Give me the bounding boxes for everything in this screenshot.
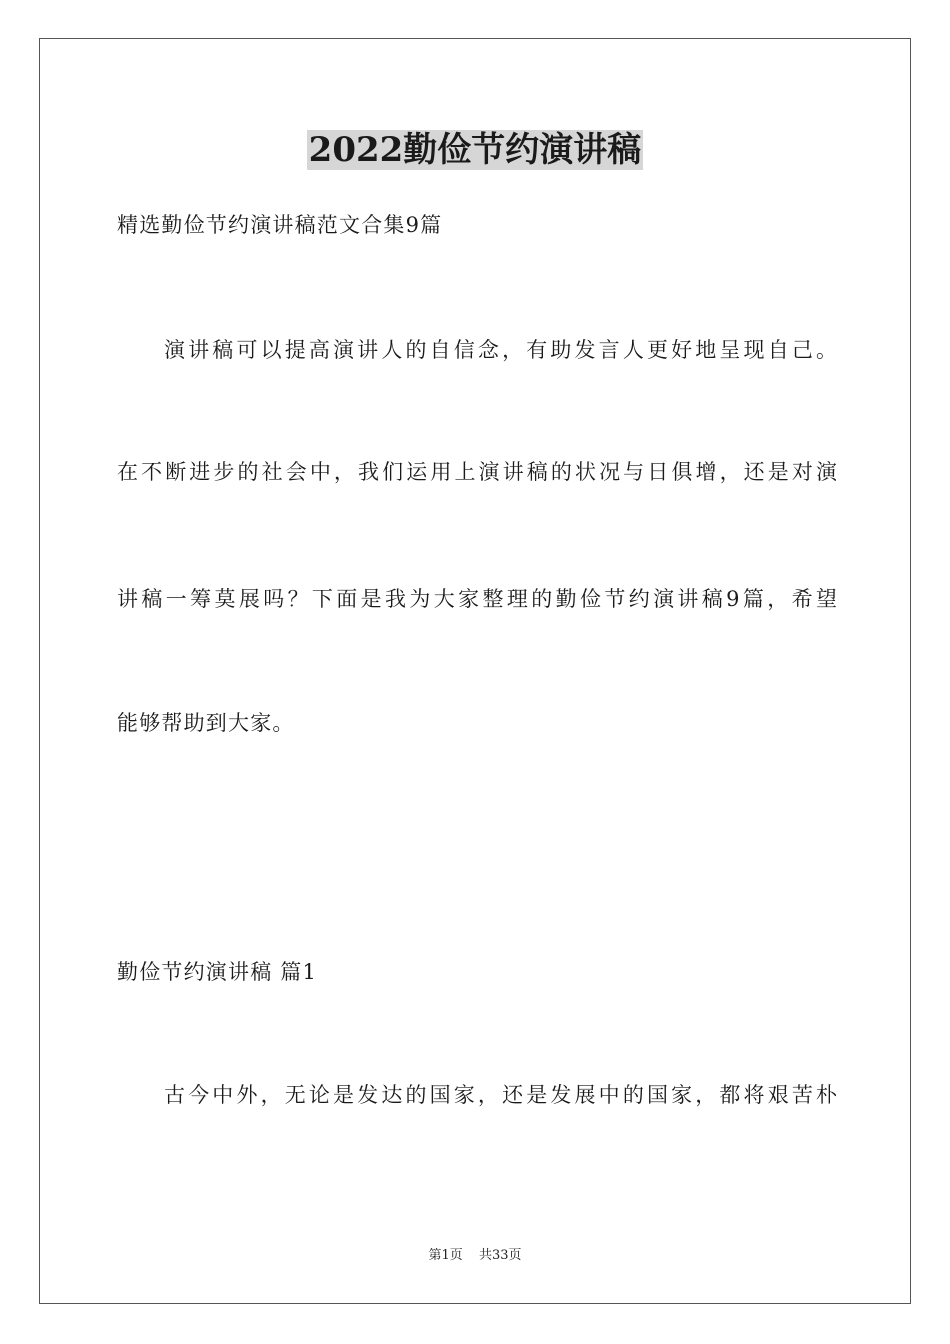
page-total: 共33页 — [478, 1248, 522, 1263]
document-subtitle: 精选勤俭节约演讲稿范文合集9篇 — [117, 213, 443, 237]
page-footer — [0, 1247, 950, 1265]
document-title-text: 2022勤俭节约演讲稿 — [308, 130, 642, 170]
section-heading: 勤俭节约演讲稿 篇1 — [117, 960, 318, 984]
intro-paragraph-line-3: 讲稿一筹莫展吗？下面是我为大家整理的勤俭节约演讲稿9篇，希望 — [117, 587, 837, 611]
document-title — [0, 128, 950, 172]
section-paragraph-line-1: 古今中外，无论是发达的国家，还是发展中的国家，都将艰苦朴 — [164, 1083, 837, 1107]
intro-paragraph-line-1: 演讲稿可以提高演讲人的自信念，有助发言人更好地呈现自己。 — [164, 338, 837, 362]
intro-paragraph-line-2: 在不断进步的社会中，我们运用上演讲稿的状况与日俱增，还是对演 — [117, 460, 837, 484]
page-number: 第1页 — [428, 1248, 463, 1263]
intro-paragraph-line-4: 能够帮助到大家。 — [117, 711, 295, 735]
